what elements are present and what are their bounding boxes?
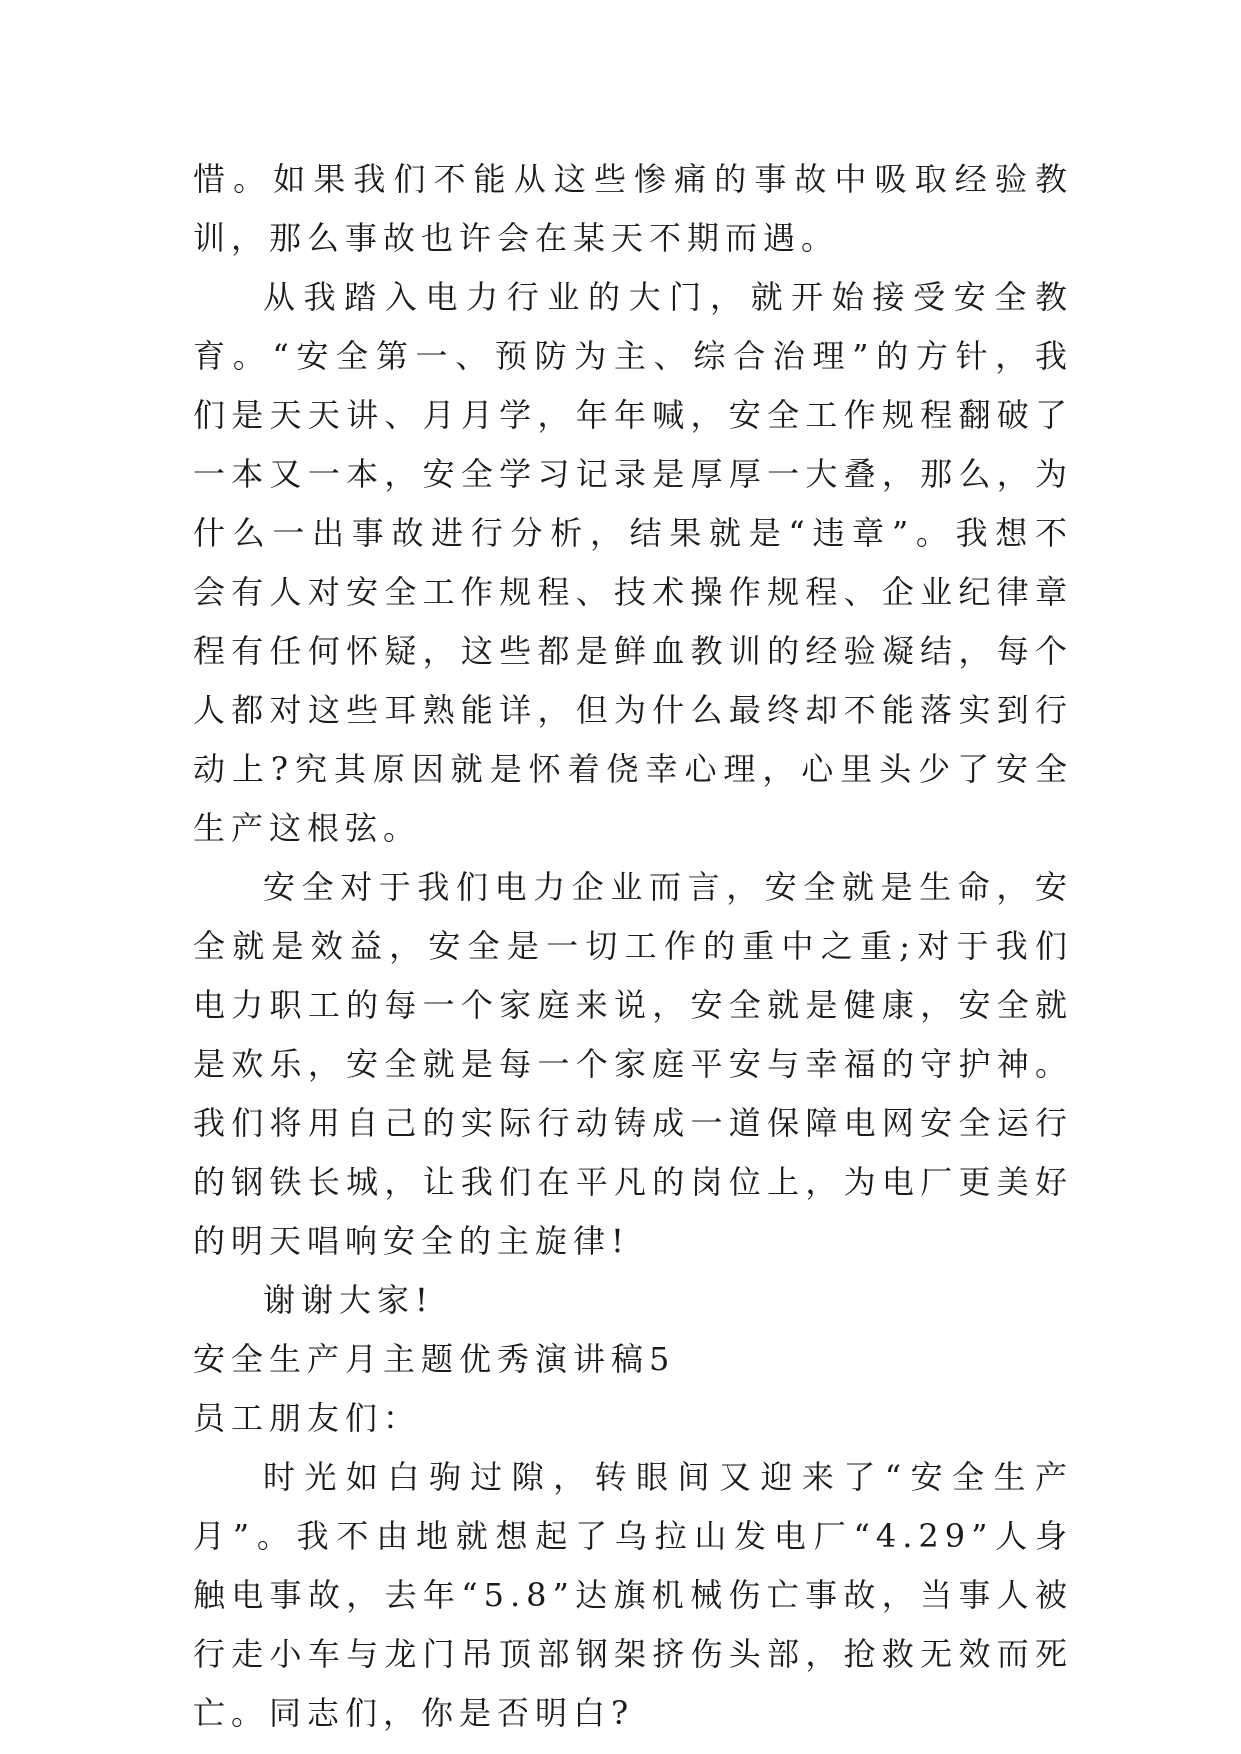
paragraph-continuation: 惜。如果我们不能从这些惨痛的事故中吸取经验教训，那么事故也许会在某天不期而遇。: [193, 160, 1073, 257]
paragraph-safety-is-life: 安全对于我们电力企业而言，安全就是生命，安全就是效益，安全是一切工作的重中之重;对于我们电力职工的每一个家庭来说，安全就是健康，安全就是欢乐，安全就是每一个家庭平安与幸福的守护神。我们将用自己的实际行动铸成一道保障电网安全运行的钢铁长城，让我们在平凡的岗位上，为电厂更美好的明天唱响安全的主旋律!: [193, 868, 1073, 1260]
salutation: 员工朋友们：: [193, 1399, 422, 1437]
paragraph-safety-education: 从我踏入电力行业的大门，就开始接受安全教育。“安全第一、预防为主、综合治理”的方针，我们是天天讲、月月学，年年喊，安全工作规程翻破了一本又一本，安全学习记录是厚厚一大叠，那么，为什么一出事故进行分析，结果就是“违章”。我想不会有人对安全工作规程、技术操作规程、企业纪律章程有任何怀疑，这些都是鲜血教训的经验凝结，每个人都对这些耳熟能详，但为什么最终却不能落实到行动上?究其原因就是怀着侥幸心理，心里头少了安全生产这根弦。: [193, 278, 1073, 847]
section-title: 安全生产月主题优秀演讲稿5: [193, 1340, 676, 1378]
paragraph-safety-month: 时光如白驹过隙，转眼间又迎来了“安全生产月”。我不由地就想起了乌拉山发电厂“4.29”人身触电事故，去年“5.8”达旗机械伤亡事故，当事人被行走小车与龙门吊顶部钢架挤伤头部，抢救无效而死亡。同志们，你是否明白?: [193, 1458, 1073, 1732]
document-body: [193, 150, 1073, 1743]
paragraph-thanks: 谢谢大家!: [263, 1281, 434, 1319]
